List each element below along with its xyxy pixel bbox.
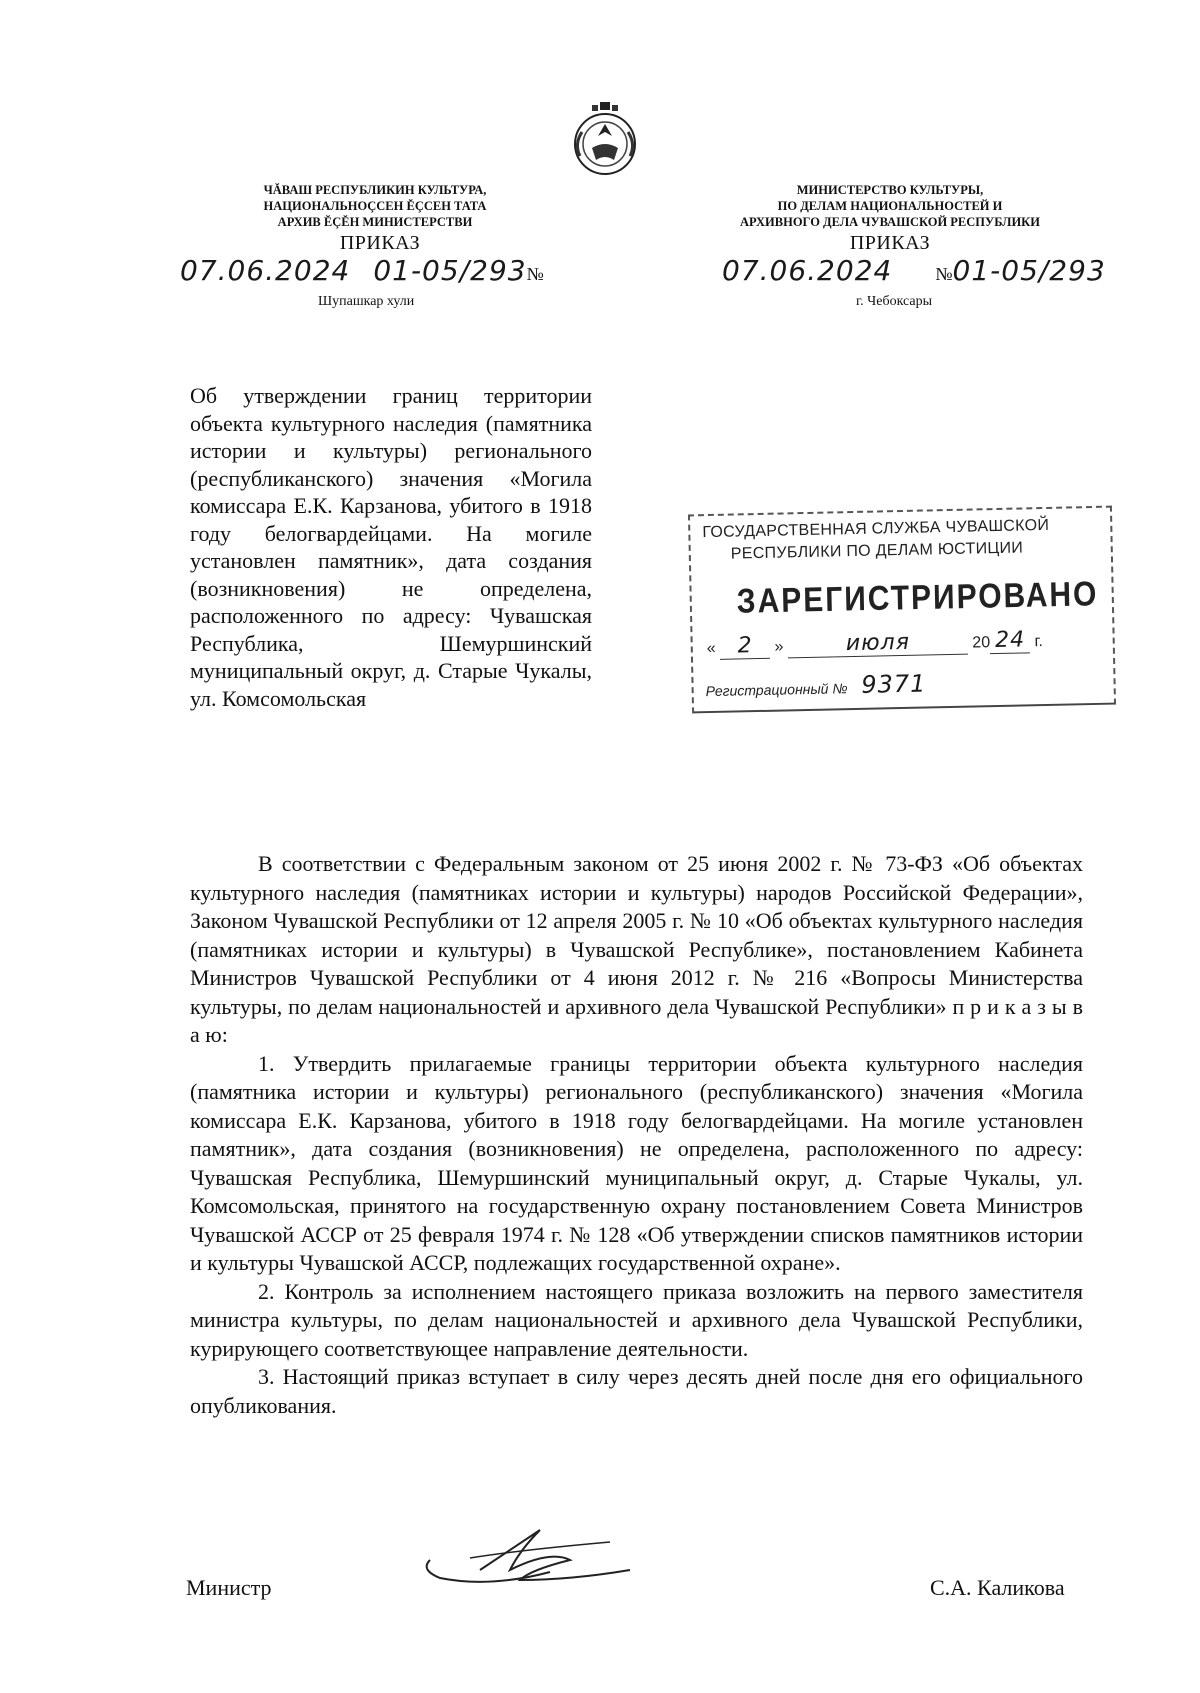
- stamp-regno-row: [705, 670, 926, 703]
- header-right-doc-type: ПРИКАЗ: [849, 232, 931, 254]
- header-left-line1: ЧĂВАШ РЕСПУБЛИКИН КУЛЬТУРА,: [263, 183, 487, 197]
- stamp-day: 2: [720, 633, 771, 660]
- header-left-number-sign: №: [526, 264, 544, 284]
- header-left-place: Шупашкар хули: [318, 294, 415, 309]
- chuvash-emblem-icon: [570, 96, 640, 180]
- header-left-date: 07.06.2024: [180, 254, 351, 287]
- header-left-line2: НАЦИОНАЛЬНОÇСЕН ĔÇСЕН ТАТА: [263, 199, 487, 213]
- header-left-ministry-chuvash: [210, 182, 540, 230]
- header-left-line3: АРХИВ ĔÇĔН МИНИСТЕРСТВИ: [277, 215, 473, 229]
- stamp-registered: ЗАРЕГИСТРИРОВАНО: [736, 575, 1099, 621]
- stamp-year-prefix: 20: [972, 634, 991, 652]
- header-left-date-number: [180, 254, 580, 288]
- handwritten-signature: [410, 1520, 660, 1600]
- stamp-date: [706, 627, 1043, 660]
- header-right-number-sign: №: [935, 264, 953, 284]
- signature-position: Министр: [186, 1575, 272, 1600]
- order-body: [190, 850, 1083, 1420]
- header-right-ministry: [690, 182, 1090, 230]
- body-item-2: 2. Контроль за исполнением настоящего приказа возложить на первого заместителя министра культуры, по делам национальностей и архивного дела Чувашской Республики, курирующего соответствующее направление деятельности.: [190, 1278, 1083, 1361]
- stamp-year-suffix: 24: [990, 627, 1031, 654]
- signature-name: С.А. Каликова: [930, 1575, 1065, 1600]
- stamp-regno-label: Регистрационный №: [705, 680, 848, 700]
- order-subject: Об утверждении границ территории объекта культурного наследия (памятника истории и культуры) регионального (республиканского) значения «Могила комиссара Е.К. Карзанова, убитого в 1918 году белогвардейцами. На могиле установлен памятник», дата создания (возникновения) не определена, расположенного по адресу: Чувашская Республика, Шемуршинский муниципальный округ, д. Старые Чукалы, ул. Комсомольская: [190, 383, 592, 711]
- header-right-place: г. Чебоксары: [856, 294, 933, 309]
- body-item-3: 3. Настоящий приказ вступает в силу через десять дней после дня его официального опубликования.: [190, 1364, 1083, 1418]
- body-item-1: 1. Утвердить прилагаемые границы территории объекта культурного наследия (памятника истории и культуры) регионального (республиканского) значения «Могила комиссара Е.К. Карзанова, убитого в 1918 году белогвардейцами. На могиле установлен памятник», дата создания (возникновения) не определена, расположенного по адресу: Чувашская Республика, Шемуршинский муниципальный округ, д. Старые Чукалы, ул. Комсомольская, принятого на государственную охрану постановлением Совета Министров Чувашской АССР от 25 февраля 1974 г. № 128 «Об утверждении списков памятников истории и культуры Чувашской АССР, подлежащих государственной охране».: [190, 1050, 1083, 1275]
- header-right-line2: ПО ДЕЛАМ НАЦИОНАЛЬНОСТЕЙ И: [777, 199, 1003, 213]
- stamp-regno: 9371: [861, 669, 927, 699]
- stamp-quote-open: «: [706, 639, 716, 658]
- stamp-year-unit: г.: [1034, 633, 1044, 651]
- header-right-line1: МИНИСТЕРСТВО КУЛЬТУРЫ,: [796, 183, 984, 197]
- header-right-number: 01-05/293: [952, 254, 1106, 287]
- registration-stamp: [688, 506, 1116, 714]
- stamp-line1: ГОСУДАРСТВЕННАЯ СЛУЖБА ЧУВАШСКОЙ: [702, 516, 1050, 542]
- stamp-month: июля: [788, 629, 969, 659]
- header-right-date: 07.06.2024: [722, 254, 893, 287]
- stamp-line2: РЕСПУБЛИКИ ПО ДЕЛАМ ЮСТИЦИИ: [730, 539, 1024, 563]
- header-left-doc-type: ПРИКАЗ: [339, 232, 421, 254]
- header-right-date-number: [722, 254, 1142, 288]
- header-right-line3: АРХИВНОГО ДЕЛА ЧУВАШСКОЙ РЕСПУБЛИКИ: [740, 215, 1040, 229]
- stamp-quote-close: »: [774, 638, 784, 656]
- body-intro: В соответствии с Федеральным законом от 25 июня 2002 г. № 73-ФЗ «Об объектах культурного наследия (памятниках истории и культуры) народов Российской Федерации», Законом Чувашской Республики от 12 апреля 2005 г. № 10 «Об объектах культурного наследия (памятниках истории и культуры) в Чувашской Республике», постановлением Кабинета Министров Чувашской Республики от 4 июня 2012 г. № 216 «Вопросы Министерства культуры, по делам национальностей и архивного дела Чувашской Республики» п р и к а з ы в а ю:: [190, 851, 1083, 1047]
- header-left-number: 01-05/293: [373, 254, 527, 287]
